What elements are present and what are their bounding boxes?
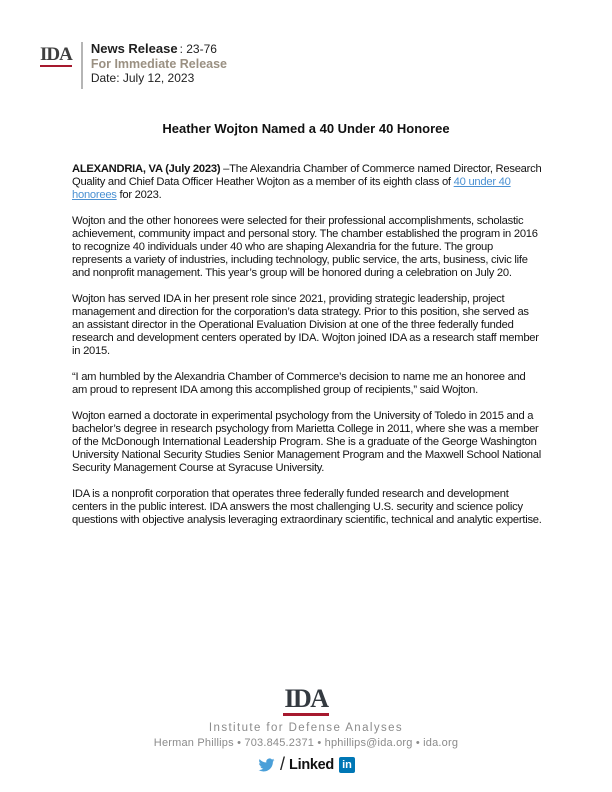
linkedin-wordmark[interactable]: Linked xyxy=(289,757,334,773)
headline: Heather Wojton Named a 40 Under 40 Honoree xyxy=(162,121,450,136)
paragraph-boilerplate: IDA is a nonprofit corporation that operates three federally funded research and development centers in the public interest. IDA answers the most challenging U.S. security and science policy questions with objective analysis leveraging extraordinary scientific, technical and analytic expertise. xyxy=(72,488,542,526)
release-date: Date: July 12, 2023 xyxy=(90,71,195,85)
body-copy xyxy=(72,163,542,540)
news-release-line xyxy=(91,42,227,56)
twitter-bird-icon[interactable] xyxy=(257,757,276,773)
linkedin-icon[interactable]: in xyxy=(339,757,355,773)
ida-logo-text: IDA xyxy=(40,44,72,65)
p1-text-after-link: for 2023. xyxy=(116,189,162,201)
p1-text-before-link: –The Alexandria Chamber of Commerce named Director, Research Quality and Chief Data Officer Heather Wojton as a member of its eighth class of xyxy=(72,163,542,188)
paragraph: Wojton earned a doctorate in experimental psychology from the University of Toledo in 2015 and a bachelor’s degree in research psychology from Marietta College in 2011, where she was a member of the McDonough International Leadership Program. She is a graduate of the George Washington University National Security Studies Senior Management Program and the Maxwell School National Security Management Course at Syracuse University. xyxy=(72,410,541,474)
dateline: ALEXANDRIA, VA (July 2023) xyxy=(72,163,224,175)
vertical-divider xyxy=(81,42,83,89)
honorees-link[interactable]: 40 under 40 honorees xyxy=(72,176,511,201)
immediate-release-label: For Immediate Release xyxy=(90,57,228,71)
paragraph-dateline xyxy=(72,163,542,202)
ida-logo xyxy=(40,42,72,67)
news-release-label: News Release xyxy=(90,41,178,56)
ida-footer-logo xyxy=(0,686,612,716)
news-release-number: : 23-76 xyxy=(179,42,217,56)
social-separator: / xyxy=(280,753,286,774)
paragraph-quote: “I am humbled by the Alexandria Chamber of Commerce’s decision to name me an honoree and am proud to represent IDA among this accomplished group of recipients,” said Wojton. xyxy=(72,371,526,396)
paragraph: Wojton has served IDA in her present role since 2021, providing strategic leadership, project management and direction for the corporation’s data strategy. Prior to this position, she served as an assistant director in the Operational Evaluation Division at one of the three federally funded research and development centers operated by IDA. Wojton joined IDA as a research staff member in 2015. xyxy=(72,293,539,357)
contact-line: Herman Phillips • 703.845.2371 • hphillips@ida.org • ida.org xyxy=(153,737,459,749)
masthead-text xyxy=(91,42,227,85)
masthead xyxy=(40,42,227,89)
social-links xyxy=(0,755,612,775)
org-name: Institute for Defense Analyses xyxy=(208,722,404,734)
ida-footer-logo-text: IDA xyxy=(283,686,328,716)
paragraph: Wojton and the other honorees were selected for their professional accomplishments, scholastic achievement, community impact and personal story. The chamber established the program in 2016 to recognize 40 individuals under 40 who are shaping Alexandria for the future. The group represents a variety of industries, including technology, public service, the arts, business, civic life and nonprofit management. This year’s group will be honored during a celebration on July 20. xyxy=(72,215,538,279)
